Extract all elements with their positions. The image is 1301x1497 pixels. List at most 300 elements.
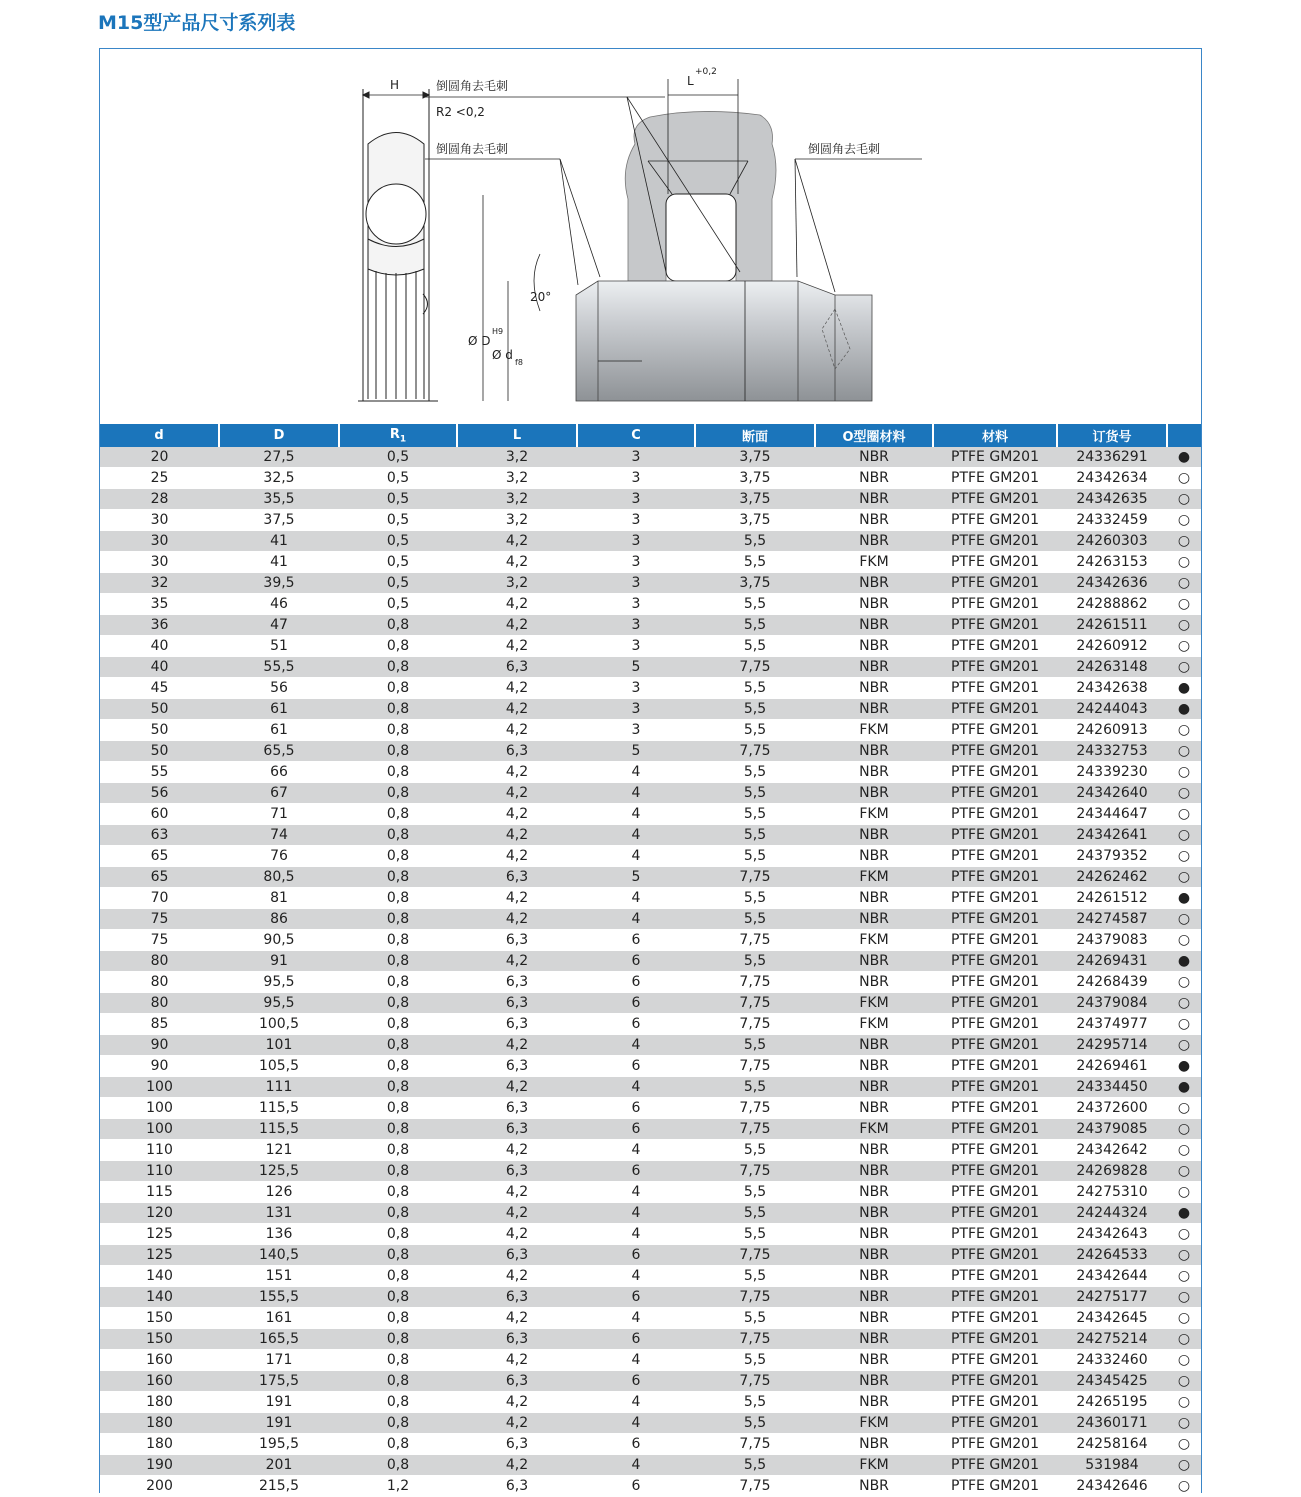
availability-icon: ○: [1167, 720, 1201, 741]
cell-R1: 0,5: [339, 510, 457, 531]
cell-oring-material: NBR: [815, 1203, 933, 1224]
cell-C: 4: [577, 783, 695, 804]
header-D: D: [219, 424, 339, 447]
cell-D: 105,5: [219, 1056, 339, 1077]
cell-d: 180: [100, 1392, 219, 1413]
cell-cross-section: 3,75: [695, 447, 815, 468]
table-row: [100, 1056, 1201, 1077]
cell-d: 100: [100, 1098, 219, 1119]
cell-C: 4: [577, 909, 695, 930]
cell-oring-material: NBR: [815, 1098, 933, 1119]
cell-C: 4: [577, 762, 695, 783]
cell-L: 4,2: [457, 636, 577, 657]
cell-oring-material: NBR: [815, 951, 933, 972]
table-body: [100, 447, 1201, 1497]
cell-D: 125,5: [219, 1161, 339, 1182]
cell-d: 110: [100, 1161, 219, 1182]
table-row: [100, 867, 1201, 888]
availability-icon: ●: [1167, 888, 1201, 909]
cell-D: 39,5: [219, 573, 339, 594]
cell-cross-section: 5,5: [695, 1140, 815, 1161]
cell-material: PTFE GM201: [933, 720, 1057, 741]
cell-d: 25: [100, 468, 219, 489]
cell-cross-section: 5,5: [695, 636, 815, 657]
table-row: [100, 510, 1201, 531]
cell-oring-material: NBR: [815, 636, 933, 657]
cell-L: 4,2: [457, 1266, 577, 1287]
cell-D: 56: [219, 678, 339, 699]
table-row: [100, 972, 1201, 993]
cell-R1: 0,8: [339, 699, 457, 720]
table-row: [100, 1455, 1201, 1476]
header-R: R: [389, 426, 400, 442]
cell-D: 121: [219, 1140, 339, 1161]
cell-D: 175,5: [219, 1371, 339, 1392]
cell-cross-section: 7,75: [695, 1434, 815, 1455]
cell-cross-section: 5,5: [695, 1266, 815, 1287]
cell-oring-material: NBR: [815, 678, 933, 699]
availability-icon: ○: [1167, 846, 1201, 867]
cell-cross-section: 5,5: [695, 951, 815, 972]
cell-d: 30: [100, 552, 219, 573]
cell-oring-material: NBR: [815, 594, 933, 615]
cell-material: PTFE GM201: [933, 657, 1057, 678]
cell-L: 4,2: [457, 909, 577, 930]
cell-oring-material: FKM: [815, 1455, 933, 1476]
cell-d: 150: [100, 1308, 219, 1329]
cell-order-number: 24268439: [1057, 972, 1167, 993]
cell-d: 63: [100, 825, 219, 846]
cell-cross-section: 7,75: [695, 1119, 815, 1140]
cell-order-number: 24342641: [1057, 825, 1167, 846]
cell-D: 66: [219, 762, 339, 783]
cell-C: 4: [577, 804, 695, 825]
cell-L: 4,2: [457, 951, 577, 972]
cell-C: 3: [577, 510, 695, 531]
label-deburr-1: 倒圆角去毛刺: [436, 79, 509, 93]
cell-C: 4: [577, 1140, 695, 1161]
cell-cross-section: 7,75: [695, 867, 815, 888]
cell-R1: 0,8: [339, 1224, 457, 1245]
cell-L: 4,2: [457, 1140, 577, 1161]
cell-cross-section: 5,5: [695, 1455, 815, 1476]
cell-R1: 0,8: [339, 909, 457, 930]
cell-cross-section: 5,5: [695, 909, 815, 930]
availability-icon: ○: [1167, 1161, 1201, 1182]
cell-oring-material: NBR: [815, 1245, 933, 1266]
cell-material: PTFE GM201: [933, 825, 1057, 846]
cell-R1: 0,8: [339, 783, 457, 804]
cell-cross-section: 5,5: [695, 846, 815, 867]
cell-R1: 0,8: [339, 1287, 457, 1308]
cell-C: 4: [577, 888, 695, 909]
cell-material: PTFE GM201: [933, 552, 1057, 573]
table-row: [100, 1161, 1201, 1182]
cell-L: 6,3: [457, 741, 577, 762]
cell-D: 191: [219, 1413, 339, 1434]
cell-R1: 0,8: [339, 1350, 457, 1371]
cell-R1: 0,8: [339, 1245, 457, 1266]
table-row: [100, 1224, 1201, 1245]
cell-oring-material: NBR: [815, 1434, 933, 1455]
availability-icon: ○: [1167, 615, 1201, 636]
cell-R1: 0,5: [339, 447, 457, 468]
cell-C: 6: [577, 1098, 695, 1119]
cell-R1: 0,8: [339, 657, 457, 678]
cell-C: 3: [577, 636, 695, 657]
cell-cross-section: 7,75: [695, 657, 815, 678]
technical-drawing: [100, 49, 1201, 423]
cell-order-number: 24261512: [1057, 888, 1167, 909]
cell-L: 4,2: [457, 699, 577, 720]
cell-d: 30: [100, 510, 219, 531]
cell-material: PTFE GM201: [933, 489, 1057, 510]
table-row: [100, 1119, 1201, 1140]
cell-material: PTFE GM201: [933, 1245, 1057, 1266]
cell-oring-material: NBR: [815, 1161, 933, 1182]
cell-d: 35: [100, 594, 219, 615]
cell-order-number: 24342646: [1057, 1476, 1167, 1497]
cell-C: 4: [577, 825, 695, 846]
cell-R1: 0,8: [339, 1035, 457, 1056]
cell-R1: 0,8: [339, 1392, 457, 1413]
table-row: [100, 1266, 1201, 1287]
cell-oring-material: NBR: [815, 615, 933, 636]
cell-order-number: 24342642: [1057, 1140, 1167, 1161]
cell-cross-section: 5,5: [695, 762, 815, 783]
label-L-tolerance: +0,2: [695, 67, 717, 77]
cell-D: 91: [219, 951, 339, 972]
cell-d: 200: [100, 1476, 219, 1497]
cell-cross-section: 3,75: [695, 468, 815, 489]
cell-cross-section: 5,5: [695, 804, 815, 825]
availability-icon: ○: [1167, 1098, 1201, 1119]
cell-d: 80: [100, 993, 219, 1014]
table-row: [100, 762, 1201, 783]
cell-L: 4,2: [457, 762, 577, 783]
cell-d: 55: [100, 762, 219, 783]
cell-C: 4: [577, 1413, 695, 1434]
availability-icon: ○: [1167, 1329, 1201, 1350]
cell-d: 40: [100, 657, 219, 678]
table-row: [100, 888, 1201, 909]
cell-order-number: 24372600: [1057, 1098, 1167, 1119]
cell-cross-section: 7,75: [695, 1161, 815, 1182]
cell-d: 100: [100, 1077, 219, 1098]
cell-C: 5: [577, 741, 695, 762]
cell-C: 6: [577, 1371, 695, 1392]
cell-L: 6,3: [457, 1014, 577, 1035]
cell-cross-section: 5,5: [695, 1224, 815, 1245]
cell-L: 6,3: [457, 1245, 577, 1266]
availability-icon: ○: [1167, 468, 1201, 489]
availability-icon: ●: [1167, 447, 1201, 468]
cell-d: 30: [100, 531, 219, 552]
availability-icon: ○: [1167, 1413, 1201, 1434]
cell-R1: 0,5: [339, 489, 457, 510]
cell-D: 100,5: [219, 1014, 339, 1035]
table-row: [100, 1308, 1201, 1329]
table-row: [100, 909, 1201, 930]
availability-icon: ○: [1167, 552, 1201, 573]
cell-oring-material: FKM: [815, 867, 933, 888]
cell-oring-material: NBR: [815, 1140, 933, 1161]
cell-C: 6: [577, 1119, 695, 1140]
cell-C: 4: [577, 846, 695, 867]
cell-order-number: 24336291: [1057, 447, 1167, 468]
availability-icon: ●: [1167, 1203, 1201, 1224]
cell-d: 150: [100, 1329, 219, 1350]
table-row: [100, 951, 1201, 972]
availability-icon: ○: [1167, 930, 1201, 951]
cell-L: 6,3: [457, 1287, 577, 1308]
cell-order-number: 24379352: [1057, 846, 1167, 867]
cell-D: 27,5: [219, 447, 339, 468]
cell-D: 76: [219, 846, 339, 867]
cell-C: 6: [577, 1329, 695, 1350]
cell-R1: 0,8: [339, 1434, 457, 1455]
cell-oring-material: NBR: [815, 1056, 933, 1077]
cell-R1: 0,8: [339, 1413, 457, 1434]
cell-order-number: 24275310: [1057, 1182, 1167, 1203]
cell-d: 65: [100, 867, 219, 888]
cell-oring-material: NBR: [815, 1287, 933, 1308]
cell-L: 6,3: [457, 1329, 577, 1350]
cell-oring-material: NBR: [815, 1476, 933, 1497]
cell-C: 3: [577, 699, 695, 720]
availability-icon: ○: [1167, 993, 1201, 1014]
cell-material: PTFE GM201: [933, 804, 1057, 825]
cell-order-number: 24264533: [1057, 1245, 1167, 1266]
header-material: 材料: [933, 424, 1057, 447]
cell-C: 4: [577, 1035, 695, 1056]
cell-R1: 0,8: [339, 846, 457, 867]
cell-oring-material: NBR: [815, 909, 933, 930]
cell-C: 4: [577, 1455, 695, 1476]
cell-D: 195,5: [219, 1434, 339, 1455]
cell-C: 4: [577, 1350, 695, 1371]
cell-oring-material: NBR: [815, 468, 933, 489]
cell-R1: 0,5: [339, 594, 457, 615]
availability-icon: ○: [1167, 909, 1201, 930]
cell-R1: 0,8: [339, 993, 457, 1014]
cell-R1: 0,8: [339, 1014, 457, 1035]
cell-L: 4,2: [457, 1224, 577, 1245]
cell-material: PTFE GM201: [933, 531, 1057, 552]
cell-C: 6: [577, 1161, 695, 1182]
cell-oring-material: NBR: [815, 447, 933, 468]
cell-material: PTFE GM201: [933, 678, 1057, 699]
cell-D: 61: [219, 720, 339, 741]
cell-cross-section: 7,75: [695, 1056, 815, 1077]
cell-L: 3,2: [457, 489, 577, 510]
shaft: [576, 281, 872, 401]
cell-L: 4,2: [457, 720, 577, 741]
cell-cross-section: 7,75: [695, 993, 815, 1014]
availability-icon: ○: [1167, 1245, 1201, 1266]
header-order-number: 订货号: [1057, 424, 1167, 447]
table-row: [100, 1413, 1201, 1434]
availability-icon: ○: [1167, 489, 1201, 510]
cell-material: PTFE GM201: [933, 1392, 1057, 1413]
cell-C: 6: [577, 951, 695, 972]
cell-oring-material: FKM: [815, 1014, 933, 1035]
cell-D: 32,5: [219, 468, 339, 489]
cell-order-number: 24269828: [1057, 1161, 1167, 1182]
table-header-row: [100, 424, 1201, 447]
cell-D: 140,5: [219, 1245, 339, 1266]
table-row: [100, 1392, 1201, 1413]
availability-icon: ●: [1167, 699, 1201, 720]
cell-cross-section: 5,5: [695, 594, 815, 615]
cell-d: 75: [100, 909, 219, 930]
cell-oring-material: NBR: [815, 972, 933, 993]
availability-icon: ○: [1167, 741, 1201, 762]
cell-D: 67: [219, 783, 339, 804]
cell-L: 4,2: [457, 1077, 577, 1098]
header-d: d: [100, 424, 219, 447]
cell-R1: 0,8: [339, 951, 457, 972]
cell-oring-material: FKM: [815, 720, 933, 741]
cell-d: 60: [100, 804, 219, 825]
table-row: [100, 1329, 1201, 1350]
cell-L: 4,2: [457, 846, 577, 867]
cell-order-number: 24263148: [1057, 657, 1167, 678]
availability-icon: ○: [1167, 1476, 1201, 1497]
table-row: [100, 741, 1201, 762]
cell-material: PTFE GM201: [933, 951, 1057, 972]
cell-order-number: 24265195: [1057, 1392, 1167, 1413]
cell-oring-material: NBR: [815, 489, 933, 510]
table-row: [100, 1077, 1201, 1098]
cell-C: 6: [577, 1245, 695, 1266]
cell-R1: 0,8: [339, 1371, 457, 1392]
cell-order-number: 24332459: [1057, 510, 1167, 531]
cell-L: 4,2: [457, 783, 577, 804]
availability-icon: ○: [1167, 867, 1201, 888]
cell-material: PTFE GM201: [933, 741, 1057, 762]
cell-d: 40: [100, 636, 219, 657]
cell-oring-material: NBR: [815, 573, 933, 594]
cell-material: PTFE GM201: [933, 1035, 1057, 1056]
cell-order-number: 24379083: [1057, 930, 1167, 951]
label-D: Ø D: [468, 334, 491, 348]
cell-L: 4,2: [457, 1392, 577, 1413]
cell-R1: 0,8: [339, 867, 457, 888]
cell-C: 5: [577, 657, 695, 678]
table-row: [100, 1245, 1201, 1266]
table-row: [100, 1014, 1201, 1035]
cell-order-number: 24342640: [1057, 783, 1167, 804]
cell-material: PTFE GM201: [933, 636, 1057, 657]
availability-icon: ○: [1167, 1224, 1201, 1245]
cell-C: 6: [577, 972, 695, 993]
cell-material: PTFE GM201: [933, 573, 1057, 594]
cell-oring-material: NBR: [815, 1392, 933, 1413]
cell-oring-material: NBR: [815, 1077, 933, 1098]
availability-icon: ○: [1167, 804, 1201, 825]
cell-R1: 0,8: [339, 636, 457, 657]
cell-C: 3: [577, 489, 695, 510]
cell-oring-material: FKM: [815, 930, 933, 951]
cell-cross-section: 5,5: [695, 720, 815, 741]
table-row: [100, 1182, 1201, 1203]
cell-material: PTFE GM201: [933, 1056, 1057, 1077]
cell-oring-material: NBR: [815, 783, 933, 804]
cell-material: PTFE GM201: [933, 1308, 1057, 1329]
cell-d: 80: [100, 951, 219, 972]
cell-oring-material: NBR: [815, 1224, 933, 1245]
cell-L: 6,3: [457, 1161, 577, 1182]
table-row: [100, 825, 1201, 846]
cell-cross-section: 5,5: [695, 1350, 815, 1371]
availability-icon: ○: [1167, 1266, 1201, 1287]
cell-R1: 0,8: [339, 930, 457, 951]
cell-R1: 0,8: [339, 1329, 457, 1350]
table-row: [100, 783, 1201, 804]
availability-icon: ○: [1167, 1119, 1201, 1140]
label-deburr-2: 倒圆角去毛刺: [436, 142, 509, 156]
cell-order-number: 24244324: [1057, 1203, 1167, 1224]
cell-order-number: 24344647: [1057, 804, 1167, 825]
cell-R1: 0,8: [339, 888, 457, 909]
cell-cross-section: 7,75: [695, 930, 815, 951]
cell-order-number: 24258164: [1057, 1434, 1167, 1455]
drawing-svg: [100, 49, 1201, 423]
cell-L: 4,2: [457, 888, 577, 909]
cell-d: 140: [100, 1287, 219, 1308]
table-row: [100, 804, 1201, 825]
cell-cross-section: 5,5: [695, 615, 815, 636]
cell-C: 4: [577, 1266, 695, 1287]
cell-order-number: 24334450: [1057, 1077, 1167, 1098]
cell-material: PTFE GM201: [933, 1476, 1057, 1497]
cell-L: 4,2: [457, 825, 577, 846]
cell-C: 6: [577, 930, 695, 951]
cell-D: 65,5: [219, 741, 339, 762]
cell-order-number: 24379085: [1057, 1119, 1167, 1140]
availability-icon: ○: [1167, 1140, 1201, 1161]
cell-C: 3: [577, 447, 695, 468]
cell-d: 180: [100, 1413, 219, 1434]
cell-R1: 0,8: [339, 1119, 457, 1140]
page-title: M15型产品尺寸系列表: [98, 12, 296, 34]
availability-icon: ○: [1167, 1350, 1201, 1371]
cell-cross-section: 7,75: [695, 1476, 815, 1497]
cell-D: 171: [219, 1350, 339, 1371]
cell-D: 46: [219, 594, 339, 615]
cell-R1: 0,8: [339, 1182, 457, 1203]
cell-R1: 0,8: [339, 1140, 457, 1161]
cell-R1: 0,8: [339, 1455, 457, 1476]
availability-icon: ○: [1167, 594, 1201, 615]
availability-icon: ○: [1167, 972, 1201, 993]
cell-order-number: 24263153: [1057, 552, 1167, 573]
table-row: [100, 636, 1201, 657]
cell-material: PTFE GM201: [933, 1266, 1057, 1287]
cell-material: PTFE GM201: [933, 1119, 1057, 1140]
cell-R1: 0,8: [339, 1266, 457, 1287]
cell-D: 131: [219, 1203, 339, 1224]
cell-material: PTFE GM201: [933, 909, 1057, 930]
cell-material: PTFE GM201: [933, 468, 1057, 489]
cell-R1: 0,5: [339, 531, 457, 552]
table-row: [100, 1287, 1201, 1308]
cell-D: 90,5: [219, 930, 339, 951]
header-cross-section: 断面: [695, 424, 815, 447]
availability-icon: ○: [1167, 783, 1201, 804]
availability-icon: ●: [1167, 1056, 1201, 1077]
